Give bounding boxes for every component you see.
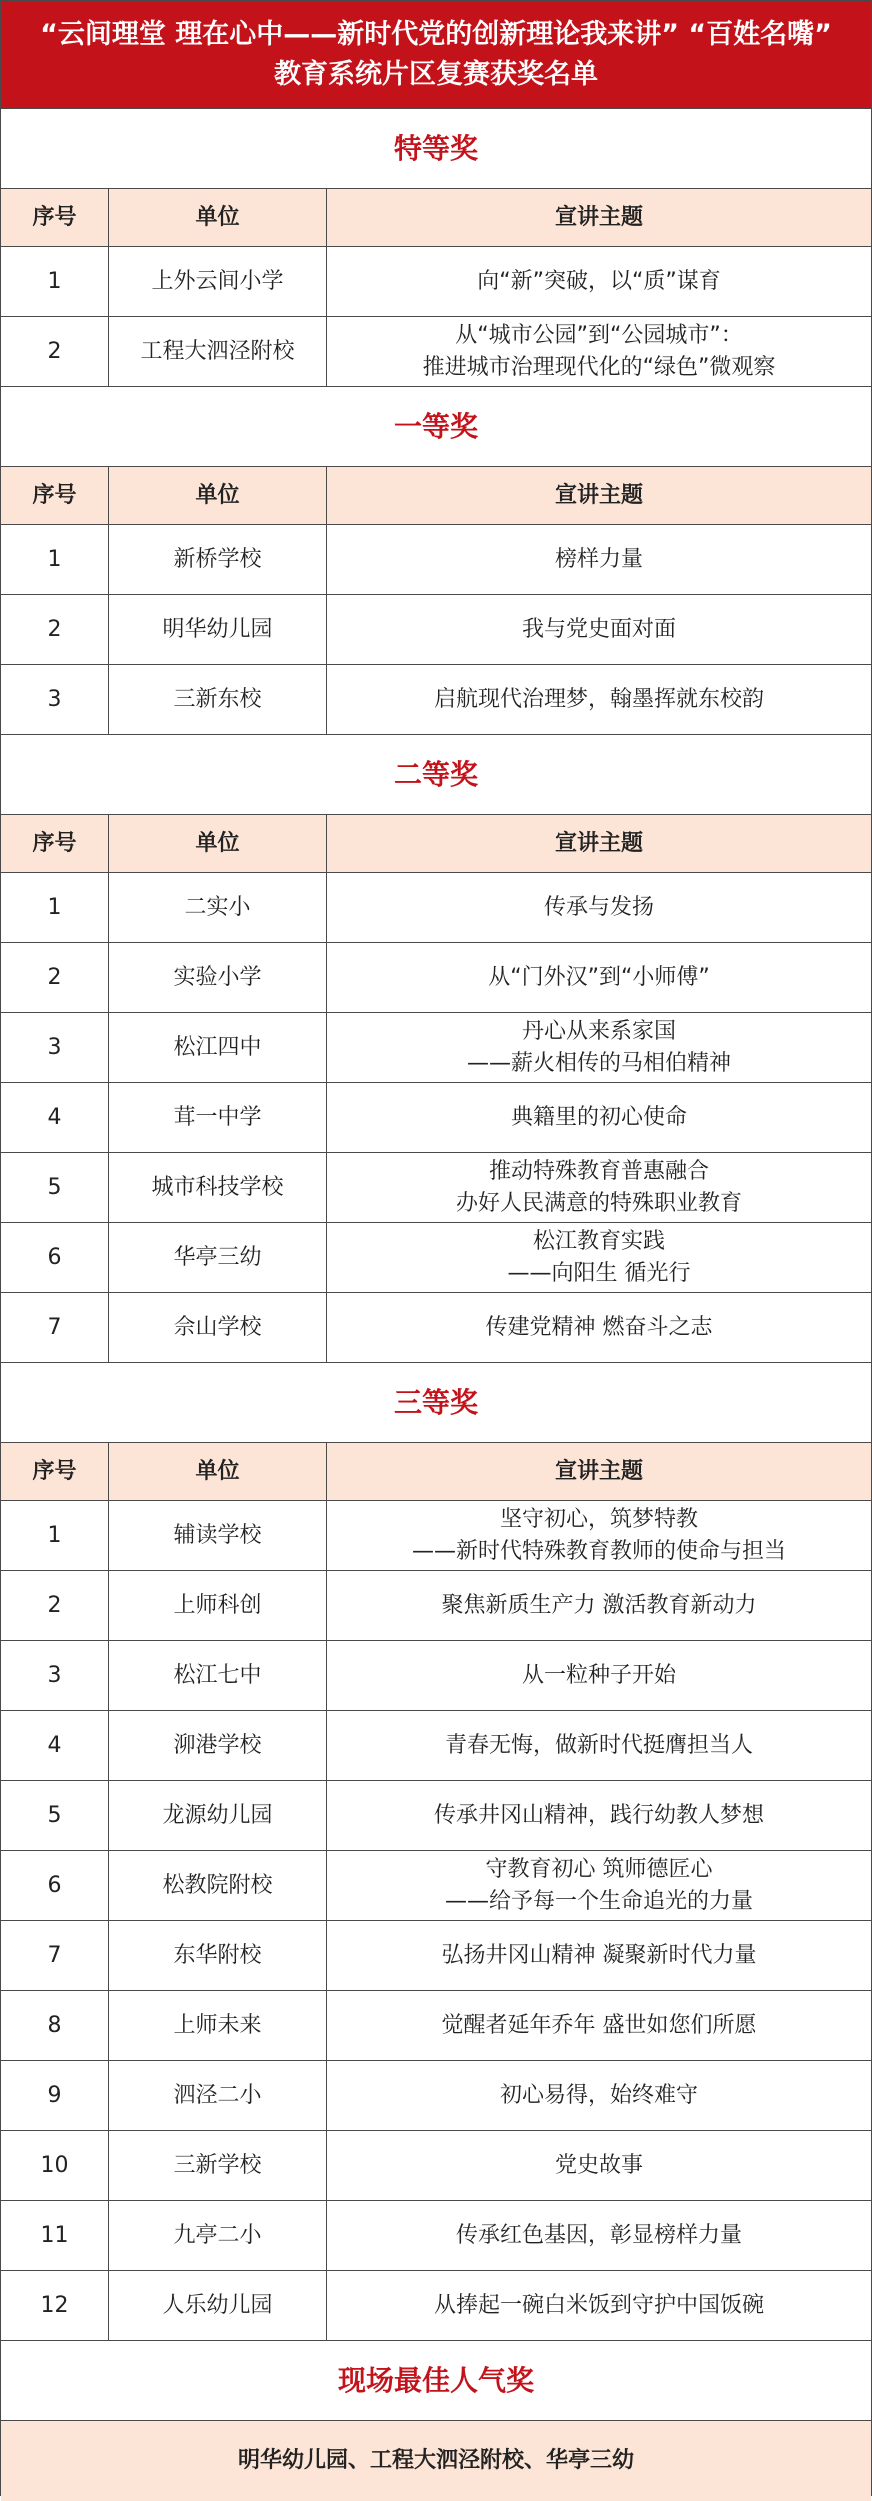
row-unit: 华亭三幼: [109, 1223, 327, 1292]
column-header-unit: 单位: [109, 467, 327, 524]
row-index: 2: [1, 595, 109, 664]
table-row: [1, 1223, 871, 1293]
column-header-unit: 单位: [109, 1443, 327, 1500]
header-title-line-2: 教育系统片区复赛获奖名单: [274, 59, 598, 90]
table-row: [1, 1571, 871, 1641]
row-topic-line: 从捧起一碗白米饭到守护中国饭碗: [433, 2292, 764, 2318]
table-row: [1, 1501, 871, 1571]
row-topic-line: 典籍里的初心使命: [510, 1104, 687, 1130]
row-topic-line: 青春无悔，做新时代挺膺担当人: [444, 1732, 753, 1758]
header-title-line-1: “云间理堂 理在心中——新时代党的创新理论我来讲” “百姓名嘴”: [40, 19, 832, 50]
table-row: [1, 2201, 871, 2271]
row-index: 2: [1, 317, 109, 386]
row-index: 7: [1, 1293, 109, 1362]
column-header-unit: 单位: [109, 815, 327, 872]
row-index: 6: [1, 1851, 109, 1920]
row-topic-line: 松江教育实践: [532, 1228, 665, 1254]
row-topic: [327, 247, 871, 316]
table-row: [1, 1851, 871, 1921]
row-unit: 上外云间小学: [109, 247, 327, 316]
row-topic: [327, 1153, 871, 1222]
table-row: [1, 665, 871, 735]
row-topic-line: 守教育初心 筑师德匠心: [485, 1856, 713, 1882]
row-unit: 二实小: [109, 873, 327, 942]
row-topic-line: 初心易得，始终难守: [499, 2082, 698, 2108]
table-row: [1, 1991, 871, 2061]
row-index: 2: [1, 943, 109, 1012]
row-topic-line: ——向阳生 循光行: [507, 1260, 691, 1286]
row-topic: [327, 2201, 871, 2270]
row-index: 5: [1, 1781, 109, 1850]
table-row: [1, 525, 871, 595]
table-row: [1, 1153, 871, 1223]
column-header-index: 序号: [1, 189, 109, 246]
row-topic: [327, 595, 871, 664]
row-topic: [327, 1501, 871, 1570]
column-header-topic: 宣讲主题: [554, 1458, 643, 1484]
row-topic: [327, 1851, 871, 1920]
column-header-index: 序号: [1, 1443, 109, 1500]
table-row: [1, 2131, 871, 2201]
row-topic: [327, 1223, 871, 1292]
row-unit: 上师未来: [109, 1991, 327, 2060]
table-row: [1, 595, 871, 665]
row-topic: [327, 1013, 871, 1082]
row-index: 1: [1, 247, 109, 316]
row-topic-line: 向“新”突破，以“质”谋育: [477, 268, 721, 294]
row-topic: [327, 1991, 871, 2060]
table-row: [1, 1083, 871, 1153]
row-unit: 明华幼儿园: [109, 595, 327, 664]
column-header-unit: 单位: [109, 189, 327, 246]
row-unit: 实验小学: [109, 943, 327, 1012]
row-topic-line: ——薪火相传的马相伯精神: [466, 1050, 731, 1076]
row-unit: 九亭二小: [109, 2201, 327, 2270]
row-topic-line: ——给予每一个生命追光的力量: [444, 1888, 753, 1914]
table-row: [1, 247, 871, 317]
row-topic-line: 推动特殊教育普惠融合: [488, 1158, 709, 1184]
row-index: 3: [1, 1013, 109, 1082]
row-topic-line: ——新时代特殊教育教师的使命与担当: [411, 1538, 786, 1564]
row-unit: 东华附校: [109, 1921, 327, 1990]
row-topic-line: 传承与发扬: [543, 894, 654, 920]
row-index: 3: [1, 1641, 109, 1710]
row-topic-line: 办好人民满意的特殊职业教育: [455, 1190, 742, 1216]
row-index: 6: [1, 1223, 109, 1292]
row-unit: 三新东校: [109, 665, 327, 734]
popular-award-title: 现场最佳人气奖: [1, 2341, 871, 2421]
row-index: 1: [1, 1501, 109, 1570]
row-topic-line: 传建党精神 燃奋斗之志: [485, 1314, 713, 1340]
row-index: 8: [1, 1991, 109, 2060]
section-title: 二等奖: [1, 735, 871, 815]
row-topic: [327, 317, 871, 386]
row-unit: 松江四中: [109, 1013, 327, 1082]
row-topic: [327, 1571, 871, 1640]
table-row: [1, 1641, 871, 1711]
row-topic-line: 党史故事: [554, 2152, 643, 2178]
row-topic: [327, 2131, 871, 2200]
table-row: [1, 317, 871, 387]
row-topic-line: 榜样力量: [554, 546, 643, 572]
row-topic-line: 从“门外汉”到“小师傅”: [488, 964, 710, 990]
row-topic-line: 从一粒种子开始: [521, 1662, 676, 1688]
column-header-topic: 宣讲主题: [554, 830, 643, 856]
row-topic-line: 传承红色基因，彰显榜样力量: [455, 2222, 742, 2248]
row-topic-line: 聚焦新质生产力 激活教育新动力: [441, 1592, 757, 1618]
row-index: 5: [1, 1153, 109, 1222]
table-header-row: [1, 189, 871, 247]
row-index: 4: [1, 1083, 109, 1152]
table-row: [1, 1921, 871, 1991]
row-topic: [327, 2271, 871, 2340]
table-row: [1, 1013, 871, 1083]
row-topic-line: 从“城市公园”到“公园城市”：: [455, 322, 743, 348]
row-topic-line: 弘扬井冈山精神 凝聚新时代力量: [441, 1942, 757, 1968]
row-index: 12: [1, 2271, 109, 2340]
row-topic: [327, 1293, 871, 1362]
row-topic-line: 传承井冈山精神，践行幼教人梦想: [433, 1802, 764, 1828]
row-topic: [327, 1083, 871, 1152]
row-unit: 上师科创: [109, 1571, 327, 1640]
row-unit: 泗泾二小: [109, 2061, 327, 2130]
award-sections: [1, 109, 871, 2341]
row-topic: [327, 1711, 871, 1780]
row-topic-line: 我与党史面对面: [521, 616, 676, 642]
row-index: 10: [1, 2131, 109, 2200]
row-unit: 龙源幼儿园: [109, 1781, 327, 1850]
table-header-row: [1, 1443, 871, 1501]
row-unit: 城市科技学校: [109, 1153, 327, 1222]
section-title: 一等奖: [1, 387, 871, 467]
document-header: [1, 1, 871, 109]
row-topic: [327, 943, 871, 1012]
section-title: 特等奖: [1, 109, 871, 189]
row-index: 3: [1, 665, 109, 734]
row-unit: 三新学校: [109, 2131, 327, 2200]
table-row: [1, 1293, 871, 1363]
row-topic-line: 推进城市治理现代化的“绿色”微观察: [422, 354, 776, 380]
table-row: [1, 2061, 871, 2131]
row-topic-line: 坚守初心，筑梦特教: [499, 1506, 698, 1532]
row-unit: 新桥学校: [109, 525, 327, 594]
row-index: 11: [1, 2201, 109, 2270]
row-topic: [327, 1781, 871, 1850]
row-topic-line: 启航现代治理梦，翰墨挥就东校韵: [433, 686, 764, 712]
table-row: [1, 1711, 871, 1781]
row-index: 1: [1, 873, 109, 942]
table-header-row: [1, 815, 871, 873]
row-unit: 佘山学校: [109, 1293, 327, 1362]
column-header-topic: 宣讲主题: [554, 482, 643, 508]
row-index: 2: [1, 1571, 109, 1640]
section-title: 三等奖: [1, 1363, 871, 1443]
column-header-index: 序号: [1, 467, 109, 524]
table-header-row: [1, 467, 871, 525]
row-unit: 松江七中: [109, 1641, 327, 1710]
row-unit: 松教院附校: [109, 1851, 327, 1920]
row-unit: 泖港学校: [109, 1711, 327, 1780]
table-row: [1, 873, 871, 943]
row-topic-line: 觉醒者延年乔年 盛世如您们所愿: [441, 2012, 757, 2038]
row-index: 7: [1, 1921, 109, 1990]
row-topic-line: 丹心从来系家国: [521, 1018, 676, 1044]
row-topic: [327, 873, 871, 942]
row-topic: [327, 2061, 871, 2130]
row-index: 9: [1, 2061, 109, 2130]
row-topic: [327, 665, 871, 734]
row-unit: 茸一中学: [109, 1083, 327, 1152]
row-index: 1: [1, 525, 109, 594]
table-row: [1, 943, 871, 1013]
column-header-topic: 宣讲主题: [554, 204, 643, 230]
row-topic: [327, 1921, 871, 1990]
row-unit: 辅读学校: [109, 1501, 327, 1570]
popular-award-winners: 明华幼儿园、工程大泗泾附校、华亭三幼: [1, 2421, 871, 2501]
column-header-index: 序号: [1, 815, 109, 872]
row-unit: 人乐幼儿园: [109, 2271, 327, 2340]
row-index: 4: [1, 1711, 109, 1780]
table-row: [1, 1781, 871, 1851]
row-topic: [327, 1641, 871, 1710]
row-topic: [327, 525, 871, 594]
row-unit: 工程大泗泾附校: [109, 317, 327, 386]
table-row: [1, 2271, 871, 2341]
